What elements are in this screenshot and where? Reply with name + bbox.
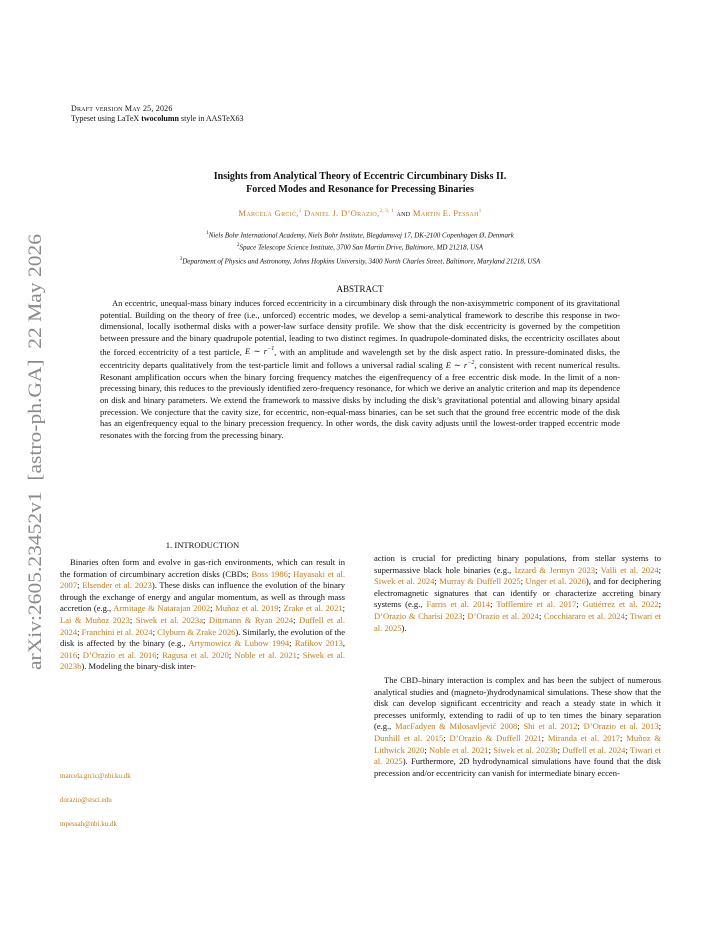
title-line-2: Forced Modes and Resonance for Precessing Binaries — [246, 183, 474, 195]
citation[interactable]: Tiwari et al. 2025 — [374, 610, 661, 633]
citation[interactable]: Gutiérrez et al. 2022 — [582, 599, 659, 610]
citation[interactable]: Hayasaki et al. 2007 — [60, 568, 346, 591]
citation[interactable]: Valli et al. 2024 — [600, 564, 659, 575]
citation[interactable]: Duffell et al. 2024 — [562, 744, 626, 755]
section-introduction-heading: 1. INTRODUCTION — [165, 540, 240, 550]
author-1[interactable]: Marcela Grcić,$^1$ — [238, 208, 302, 218]
citation[interactable]: D’Orazio et al. 2024 — [467, 610, 539, 621]
citation[interactable]: Muñoz & Lithwick 2020 — [374, 732, 662, 755]
typeset-bold: twocolumn — [141, 114, 179, 123]
arxiv-side-stamp — [14, 230, 50, 670]
affiliation-2: $^2$Space Telescope Science Institute, 3700 San Martin Drive, Baltimore, MD 21218, USA — [237, 243, 483, 252]
paper-title — [60, 171, 660, 196]
citation[interactable]: Tiwari et al. 2025 — [374, 744, 662, 767]
citation[interactable]: Rafikov 2013 — [294, 638, 343, 649]
math-e-r-minus-2: E ∼ $r^{-2}$ — [445, 359, 475, 370]
citation[interactable]: Izzard & Jermyn 2023 — [514, 564, 596, 575]
citation[interactable]: Zrake et al. 2021 — [283, 603, 343, 614]
citation[interactable]: D’Orazio et al. 2013 — [583, 721, 659, 732]
citation[interactable]: Armitage & Natarajan 2002 — [113, 603, 211, 614]
authors-and: and — [396, 208, 411, 218]
affiliation-1: $^1$Niels Bohr International Academy, Niels Bohr Institute, Blegdamsvej 17, DK-2100 Copenhagen Ø, Denmark — [206, 231, 514, 240]
citation[interactable]: Miranda et al. 2017 — [547, 732, 621, 743]
citation[interactable]: Lai & Muñoz 2023 — [60, 614, 130, 625]
intro-left-paragraph: Binaries often form and evolve in gas-rich environments, which can result in the formation of circumbinary accretion disks (CBDs; Boss 1986; Hayasaki et al. 2007; Elsender et al. 2023). These disks can influence the evolution of the binary through the exchange of energy and angular momentum, as well as through mass accretion (e.g., Armitage & Natarajan 2002; Muñoz et al. 2019; Zrake et al. 2021; Lai & Muñoz 2023; Siwek et al. 2023a; Dittmann & Ryan 2024; Duffell et al. 2024; Franchini et al. 2024; Clyburn & Zrake 2026). Similarly, the evolution of the disk is affected by the binary (e.g., Artymowicz & Lubow 1994; Rafikov 2013, 2016; D’Orazio et al. 2016; Ragusa et al. 2020; Noble et al. 2021; Siwek et al. 2023b). Modeling the binary-disk inter- — [60, 557, 346, 672]
citation[interactable]: Clyburn & Zrake 2026 — [157, 626, 236, 637]
citation[interactable]: D’Orazio et al. 2016 — [82, 649, 157, 660]
typeset-latex: LaTeX — [117, 114, 140, 123]
citation[interactable]: Unger et al. 2026 — [525, 576, 586, 587]
citation[interactable]: Cocchiararo et al. 2024 — [543, 610, 625, 621]
citation[interactable]: Siwek et al. 2024 — [374, 576, 435, 587]
affiliation-3: $^3$Department of Physics and Astronomy, Johns Hopkins University, 3400 North Charles Street, Baltimore, Maryland 21218, USA — [179, 257, 541, 266]
email-link[interactable]: dorazio@stsci.edu — [60, 796, 112, 804]
citation[interactable]: Farris et al. 2014 — [426, 599, 491, 610]
citation[interactable]: Noble et al. 2021 — [429, 744, 489, 755]
citation[interactable]: MacFadyen & Milosavljević 2008 — [395, 721, 518, 732]
email-link[interactable]: marcela.grcic@nbi.ku.dk — [60, 772, 131, 780]
draft-header — [71, 104, 244, 124]
math-e-r-minus-1: E ∼ $r^{-1}$ — [245, 346, 275, 357]
author-2[interactable]: Daniel J. D’Orazio,$^{2, 3, 1}$ — [304, 208, 395, 218]
citation[interactable]: Siwek et al. 2023b — [493, 744, 558, 755]
citation[interactable]: Dunhill et al. 2015 — [374, 732, 444, 743]
citation[interactable]: D’Orazio & Charisi 2023 — [374, 610, 463, 621]
arxiv-stamp-text: arXiv:2605.23452v1 [astro-ph.GA] 22 May 2026 — [25, 279, 46, 670]
intro-right-paragraph-1: action is crucial for predicting binary populations, from stellar systems to supermassive black hole binaries (e.g., Izzard & Jermyn 2023; Valli et al. 2024; Siwek et al. 2024; Murray & Duffell 2025; Unger et al. 2026), and for deciphering electromagnetic signatures that can identify or characterize accreting binary systems (e.g., Farris et al. 2014; Tofflemire et al. 2017; Gutiérrez et al. 2022; D’Orazio & Charisi 2023; D’Orazio et al. 2024; Cocchiararo et al. 2024; Tiwari et al. 2025). — [374, 553, 662, 633]
typeset-pre: Typeset using — [71, 114, 118, 123]
abstract-text: An eccentric, unequal-mass binary induces forced eccentricity in a circumbinary disk through the non-axisymmetric component of its gravitational potential. Building on the theory of free (i.e., unforced) eccentric modes, we develop a semi-analytical framework to describe this response in two-dimensional, locally isothermal disks with a power-law surface density profile. We show that the disk eccentricity is governed by the competition between pressure and the binary quadrupole potential, leading to two distinct regimes. In quadrupole-dominated disks, the eccentricity oscillates about the forced eccentricity of a test particle, E ∼ $r^{-1}$, with an amplitude and wavelength set by the disk aspect ratio. In pressure-dominated disks, the eccentricity departs qualitatively from the test-particle limit and follows a universal radial scaling E ∼ $r^{-2}$, consistent with recent numerical results. Resonant amplification occurs when the binary forcing frequency matches the eigenfrequency of a free eccentric disk mode. In the limit of a non-precessing binary, this reduces to the previously identified zero-frequency resonance, for which we derive an analytic criterion and map its dependence on disk and binary parameters. We extend the framework to massive disks by including the disk’s gravitational potential and allowing binary apsidal precession. We conjecture that the cavity size, for eccentric, non-equal-mass binaries, can be set such that the ground free eccentric mode of the disk has an eigenfrequency equal to the binary precession frequency. In other words, the disk cavity adjusts until the lowest-order trapped eccentric mode resonates with the forcing from the precessing binary. — [100, 298, 620, 440]
citation[interactable]: Siwek et al. 2023a — [135, 614, 203, 625]
abstract-heading: ABSTRACT — [336, 284, 384, 294]
citation[interactable]: Shi et al. 2012 — [523, 721, 578, 732]
citation[interactable]: Siwek et al. 2023b — [60, 649, 346, 672]
citation[interactable]: Tofflemire et al. 2017 — [496, 599, 577, 610]
citation[interactable]: Boss 1986 — [251, 568, 288, 579]
citation[interactable]: Ragusa et al. 2020 — [162, 649, 229, 660]
author-list — [60, 208, 660, 218]
typeset-line — [71, 114, 244, 124]
citation[interactable]: Noble et al. 2021 — [234, 649, 297, 660]
citation[interactable]: Muñoz et al. 2019 — [215, 603, 279, 614]
email-footnotes — [60, 772, 131, 844]
citation[interactable]: Dittmann & Ryan 2024 — [208, 614, 294, 625]
citation[interactable]: Elsender et al. 2023 — [82, 580, 152, 591]
intro-right-paragraph-2: The CBD–binary interaction is complex and has been the subject of numerous analytical studies and (magneto-)hydrodynamical simulations. These show that the disk can develop significant eccentricity and reach a steady state in which it precesses uniformly, extending to radii of up to ten times the binary separation (e.g., MacFadyen & Milosavljević 2008; Shi et al. 2012; D’Orazio et al. 2013; Dunhill et al. 2015; D’Orazio & Duffell 2021; Miranda et al. 2017; Muñoz & Lithwick 2020; Noble et al. 2021; Siwek et al. 2023b; Duffell et al. 2024; Tiwari et al. 2025). Furthermore, 2D hydrodynamical simulations have found that the disk precession and/or eccentricity can vanish for intermediate binary eccen- — [374, 675, 662, 778]
typeset-post: style in AASTeX63 — [178, 114, 244, 123]
title-line-1: Insights from Analytical Theory of Eccentric Circumbinary Disks II. — [213, 171, 507, 182]
citation[interactable]: 2016 — [60, 649, 78, 660]
author-3[interactable]: Martin E. Pessah$^1$ — [412, 208, 482, 218]
citation[interactable]: Duffell et al. 2024 — [60, 614, 346, 637]
citation[interactable]: Franchini et al. 2024 — [81, 626, 153, 637]
citation[interactable]: D’Orazio & Duffell 2021 — [449, 732, 542, 743]
draft-version: Draft version May 25, 2026 — [71, 104, 173, 113]
citation[interactable]: Murray & Duffell 2025 — [439, 576, 521, 587]
citation[interactable]: Artymowicz & Lubow 1994 — [188, 638, 290, 649]
email-link[interactable]: mpessah@nbi.ku.dk — [60, 820, 117, 828]
